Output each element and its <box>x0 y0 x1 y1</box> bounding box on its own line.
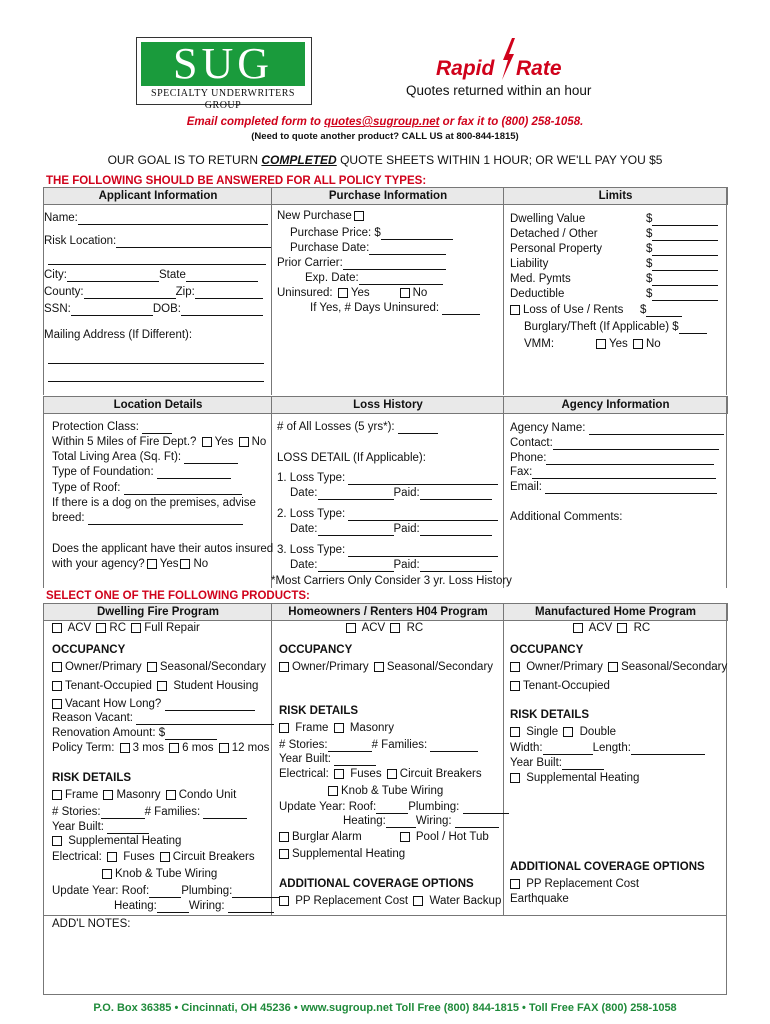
checkbox-icon[interactable] <box>160 852 170 862</box>
dwelling-construction-options[interactable]: Frame Masonry Condo Unit <box>50 788 236 802</box>
dwelling-tenant-student[interactable]: Tenant-Occupied Student Housing <box>50 679 258 693</box>
rapid-word: Rapid <box>436 57 495 80</box>
vmm-field[interactable]: VMM: Yes No <box>524 338 661 350</box>
checkbox-icon[interactable] <box>510 305 520 315</box>
checkbox-icon[interactable] <box>334 723 344 733</box>
checkbox-icon[interactable] <box>328 786 338 796</box>
logo-green-block <box>141 39 305 88</box>
checkbox-icon[interactable] <box>169 743 179 753</box>
dwelling-occupancy-heading: OCCUPANCY <box>52 644 126 656</box>
email-pre: Email completed form to <box>186 116 325 128</box>
header-agency-information: Agency Information <box>503 396 728 414</box>
ho-additional-options[interactable]: PP Replacement Cost Water Backup <box>277 894 501 908</box>
purchase-date-field[interactable]: Purchase Date: <box>290 241 446 255</box>
logo-mark: SUG <box>172 39 274 88</box>
protection-class-field[interactable]: Protection Class: <box>52 420 172 434</box>
ho-owner-seasonal[interactable]: Owner/Primary Seasonal/Secondary <box>277 660 493 674</box>
detached-field[interactable]: $ <box>646 227 718 241</box>
select-one-heading: SELECT ONE OF THE FOLLOWING PRODUCTS: <box>46 590 310 602</box>
checkbox-icon[interactable] <box>147 662 157 672</box>
dog-label: If there is a dog on the premises, advise <box>52 497 256 509</box>
checkbox-icon[interactable] <box>279 849 289 859</box>
city-state-field[interactable]: City: State <box>44 268 258 282</box>
detached-label: Detached / Other <box>510 228 598 240</box>
footer-contact: P.O. Box 36385 • Cincinnati, OH 45236 • www.sugroup.net Toll Free (800) 844-1815 • Toll Free FAX (800) 258-1058 <box>93 1002 677 1014</box>
loss-type-3-field[interactable]: 3. Loss Type: <box>277 543 498 557</box>
checkbox-icon[interactable] <box>510 773 520 783</box>
checkbox-icon[interactable] <box>120 743 130 753</box>
checkbox-icon[interactable] <box>279 832 289 842</box>
checkbox-icon[interactable] <box>52 699 62 709</box>
checkbox-icon[interactable] <box>563 727 573 737</box>
checkbox-icon[interactable] <box>239 437 249 447</box>
ho-supp-heating[interactable]: Supplemental Heating <box>277 847 405 861</box>
reason-vacant-field[interactable]: Reason Vacant: <box>52 711 274 725</box>
checkbox-icon[interactable] <box>346 623 356 633</box>
checkbox-icon[interactable] <box>202 437 212 447</box>
med-pymts-field[interactable]: $ <box>646 272 718 286</box>
addl-notes-area[interactable] <box>44 932 726 992</box>
checkbox-icon[interactable] <box>219 743 229 753</box>
checkbox-icon[interactable] <box>52 790 62 800</box>
dwelling-update-roof-plumbing[interactable]: Update Year: Roof: Plumbing: <box>52 884 280 898</box>
header-purchase-information: Purchase Information <box>271 187 505 205</box>
email-link[interactable]: quotes@sugroup.net <box>324 116 440 128</box>
dwelling-value-field[interactable]: $ <box>646 212 718 226</box>
ho-risk-heading: RISK DETAILS <box>279 705 359 717</box>
deductible-field[interactable]: $ <box>646 287 718 301</box>
loss-of-use-field[interactable]: $ <box>640 303 682 317</box>
prior-carrier-field[interactable]: Prior Carrier: <box>277 256 446 270</box>
checkbox-icon[interactable] <box>279 662 289 672</box>
checkbox-icon[interactable] <box>52 836 62 846</box>
ho-additional-coverage-heading: ADDITIONAL COVERAGE OPTIONS <box>279 878 474 890</box>
ho-electrical[interactable]: Electrical: Fuses Circuit Breakers <box>279 768 482 780</box>
dwelling-supp-heating[interactable]: Supplemental Heating <box>50 834 181 848</box>
autos-field[interactable]: with your agency? Yes No <box>52 558 209 570</box>
checkbox-icon[interactable] <box>157 681 167 691</box>
mailing-address-label: Mailing Address (If Different): <box>44 329 193 341</box>
phone-field[interactable]: Phone: <box>510 451 714 465</box>
county-zip-field[interactable]: County: Zip: <box>44 285 263 299</box>
additional-comments-label: Additional Comments: <box>510 511 623 523</box>
loss-type-1-field[interactable]: 1. Loss Type: <box>277 471 498 485</box>
mh-single-double[interactable]: Single Double <box>508 725 616 739</box>
company-logo <box>136 37 312 111</box>
ssn-dob-field[interactable]: SSN: DOB: <box>44 302 263 316</box>
header-homeowners-program: Homeowners / Renters H04 Program <box>271 603 505 621</box>
ho-knob-tube[interactable]: Knob & Tube Wiring <box>326 784 443 798</box>
loss-date-2-field[interactable]: Date: Paid: <box>290 522 492 536</box>
renovation-field[interactable]: Renovation Amount: $ <box>52 726 217 740</box>
checkbox-icon[interactable] <box>510 681 520 691</box>
mailing-line-2[interactable] <box>48 370 264 382</box>
burglary-field[interactable]: Burglary/Theft (If Applicable) $ <box>524 320 707 334</box>
checkbox-icon[interactable] <box>354 211 364 221</box>
checkbox-icon[interactable] <box>617 623 627 633</box>
checkbox-icon[interactable] <box>52 623 62 633</box>
checkbox-icon[interactable] <box>102 869 112 879</box>
agency-name-field[interactable]: Agency Name: <box>510 421 724 435</box>
liability-label: Liability <box>510 258 549 270</box>
loss-type-2-field[interactable]: 2. Loss Type: <box>277 507 498 521</box>
checkbox-icon[interactable] <box>180 559 190 569</box>
header-loss-history: Loss History <box>271 396 505 414</box>
mh-owner-seasonal[interactable]: Owner/Primary Seasonal/Secondary <box>508 660 727 674</box>
checkbox-icon[interactable] <box>387 769 397 779</box>
ho-stories-families[interactable]: # Stories: # Families: <box>279 738 478 752</box>
email-field[interactable]: Email: <box>510 480 717 494</box>
uninsured-field[interactable]: Uninsured: Yes No <box>277 287 428 299</box>
rate-word: Rate <box>516 57 562 80</box>
mh-pp-replacement[interactable]: PP Replacement Cost <box>508 877 639 891</box>
all-losses-field[interactable]: # of All Losses (5 yrs*): <box>277 420 438 434</box>
dwelling-electrical[interactable]: Electrical: Fuses Circuit Breakers <box>52 851 255 863</box>
risk-location-field[interactable]: Risk Location: <box>44 234 271 248</box>
mh-supp-heating[interactable]: Supplemental Heating <box>508 771 639 785</box>
checkbox-icon[interactable] <box>633 339 643 349</box>
mailing-line-1[interactable] <box>48 352 264 364</box>
checkbox-icon[interactable] <box>510 879 520 889</box>
ho-year-built[interactable]: Year Built: <box>279 752 376 766</box>
checkbox-icon[interactable] <box>413 896 423 906</box>
personal-property-field[interactable]: $ <box>646 242 718 256</box>
logo-company-name: SPECIALTY UNDERWRITERS GROUP <box>151 88 295 111</box>
mh-tenant[interactable]: Tenant-Occupied <box>508 679 610 693</box>
rapid-rate-logo <box>404 38 604 100</box>
liability-field[interactable]: $ <box>646 257 718 271</box>
loss-detail-label: LOSS DETAIL (If Applicable): <box>277 452 426 464</box>
header-limits: Limits <box>503 187 728 205</box>
roof-field[interactable]: Type of Roof: <box>52 481 242 495</box>
must-answer-heading: THE FOLLOWING SHOULD BE ANSWERED FOR ALL POLICY TYPES: <box>46 175 427 187</box>
checkbox-icon[interactable] <box>400 832 410 842</box>
loss-of-use-checkbox[interactable]: Loss of Use / Rents <box>508 303 623 317</box>
goal-emphasis: COMPLETED <box>261 153 337 167</box>
checkbox-icon[interactable] <box>96 623 106 633</box>
within-5-miles-field[interactable]: Within 5 Miles of Fire Dept.? Yes No <box>52 436 267 448</box>
dwelling-heating-wiring[interactable]: Heating: Wiring: <box>114 899 274 913</box>
dwelling-risk-heading: RISK DETAILS <box>52 772 132 784</box>
ho-valuation-options[interactable]: ACV RC <box>344 621 423 635</box>
deductible-label: Deductible <box>510 288 565 300</box>
header-manufactured-home-program: Manufactured Home Program <box>503 603 728 621</box>
header-applicant-information: Applicant Information <box>43 187 273 205</box>
days-uninsured-field[interactable]: If Yes, # Days Uninsured: <box>310 301 480 315</box>
loss-date-1-field[interactable]: Date: Paid: <box>290 486 492 500</box>
header-dwelling-fire-program: Dwelling Fire Program <box>43 603 273 621</box>
rapid-tagline: Quotes returned within an hour <box>406 83 592 98</box>
call-line: (Need to quote another product? CALL US at 800-844-1815) <box>251 131 519 142</box>
checkbox-icon[interactable] <box>334 769 344 779</box>
goal-line <box>0 153 770 167</box>
ho-occupancy-heading: OCCUPANCY <box>279 644 353 656</box>
autos-label: Does the applicant have their autos insured <box>52 543 274 555</box>
ho-burglar-pool[interactable]: Burglar Alarm Pool / Hot Tub <box>277 830 489 844</box>
goal-post: QUOTE SHEETS WITHIN 1 HOUR; OR WE'LL PAY YOU $5 <box>336 153 663 167</box>
checkbox-icon[interactable] <box>374 662 384 672</box>
mh-width-length[interactable]: Width: Length: <box>510 741 705 755</box>
checkbox-icon[interactable] <box>390 623 400 633</box>
checkbox-icon[interactable] <box>596 339 606 349</box>
mh-valuation-options[interactable]: ACV RC <box>571 621 650 635</box>
dwelling-valuation-options[interactable]: ACV RC Full Repair <box>50 621 200 635</box>
risk-location-line-2[interactable] <box>48 253 266 265</box>
checkbox-icon[interactable] <box>510 662 520 672</box>
checkbox-icon[interactable] <box>279 723 289 733</box>
checkbox-icon[interactable] <box>166 790 176 800</box>
dwelling-owner-seasonal[interactable]: Owner/Primary Seasonal/Secondary <box>50 660 266 674</box>
lightning-bolt-icon <box>500 38 516 80</box>
med-pymts-label: Med. Pymts <box>510 273 571 285</box>
mh-additional-coverage-heading: ADDITIONAL COVERAGE OPTIONS <box>510 861 705 873</box>
email-instruction <box>0 115 770 129</box>
checkbox-icon[interactable] <box>573 623 583 633</box>
email-post: or fax it to (800) 258-1058. <box>439 116 584 128</box>
dwelling-knob-tube[interactable]: Knob & Tube Wiring <box>100 867 217 881</box>
mh-earthquake-label: Earthquake <box>510 893 569 905</box>
checkbox-icon[interactable] <box>147 559 157 569</box>
foundation-field[interactable]: Type of Foundation: <box>52 465 231 479</box>
checkbox-icon[interactable] <box>103 790 113 800</box>
goal-pre: OUR GOAL IS TO RETURN <box>107 153 262 167</box>
name-field[interactable]: Name: <box>44 211 268 225</box>
header-location-details: Location Details <box>43 396 273 414</box>
checkbox-icon[interactable] <box>52 662 62 672</box>
ho-heating-wiring[interactable]: Heating: Wiring: <box>343 814 499 828</box>
checkbox-icon[interactable] <box>107 852 117 862</box>
checkbox-icon[interactable] <box>338 288 348 298</box>
vacant-field[interactable]: Vacant How Long? <box>50 697 255 711</box>
checkbox-icon[interactable] <box>400 288 410 298</box>
dwelling-value-label: Dwelling Value <box>510 213 586 225</box>
mh-occupancy-heading: OCCUPANCY <box>510 644 584 656</box>
checkbox-icon[interactable] <box>131 623 141 633</box>
checkbox-icon[interactable] <box>608 662 618 672</box>
dwelling-stories-families[interactable]: # Stories: # Families: <box>52 805 247 819</box>
fax-field[interactable]: Fax: <box>510 465 716 479</box>
contact-field[interactable]: Contact: <box>510 436 719 450</box>
policy-term-field[interactable]: Policy Term: 3 mos 6 mos 12 mos <box>52 742 270 754</box>
breed-field[interactable]: breed: <box>52 511 243 525</box>
dwelling-year-built[interactable]: Year Built: <box>52 820 149 834</box>
mh-year-built[interactable]: Year Built: <box>510 756 604 770</box>
purchase-price-field[interactable]: Purchase Price: $ <box>290 226 453 240</box>
new-purchase-checkbox[interactable]: New Purchase <box>277 209 367 223</box>
loss-date-3-field[interactable]: Date: Paid: <box>290 558 492 572</box>
checkbox-icon[interactable] <box>52 681 62 691</box>
loss-history-note: *Most Carriers Only Consider 3 yr. Loss History <box>271 575 512 587</box>
living-area-field[interactable]: Total Living Area (Sq. Ft): <box>52 450 238 464</box>
exp-date-field[interactable]: Exp. Date: <box>305 271 443 285</box>
mh-risk-heading: RISK DETAILS <box>510 709 590 721</box>
personal-property-label: Personal Property <box>510 243 603 255</box>
ho-construction-options[interactable]: Frame Masonry <box>277 721 394 735</box>
ho-update-roof-plumbing[interactable]: Update Year: Roof: Plumbing: <box>279 800 509 814</box>
checkbox-icon[interactable] <box>510 727 520 737</box>
checkbox-icon[interactable] <box>279 896 289 906</box>
addl-notes-label: ADD'L NOTES: <box>52 918 131 930</box>
